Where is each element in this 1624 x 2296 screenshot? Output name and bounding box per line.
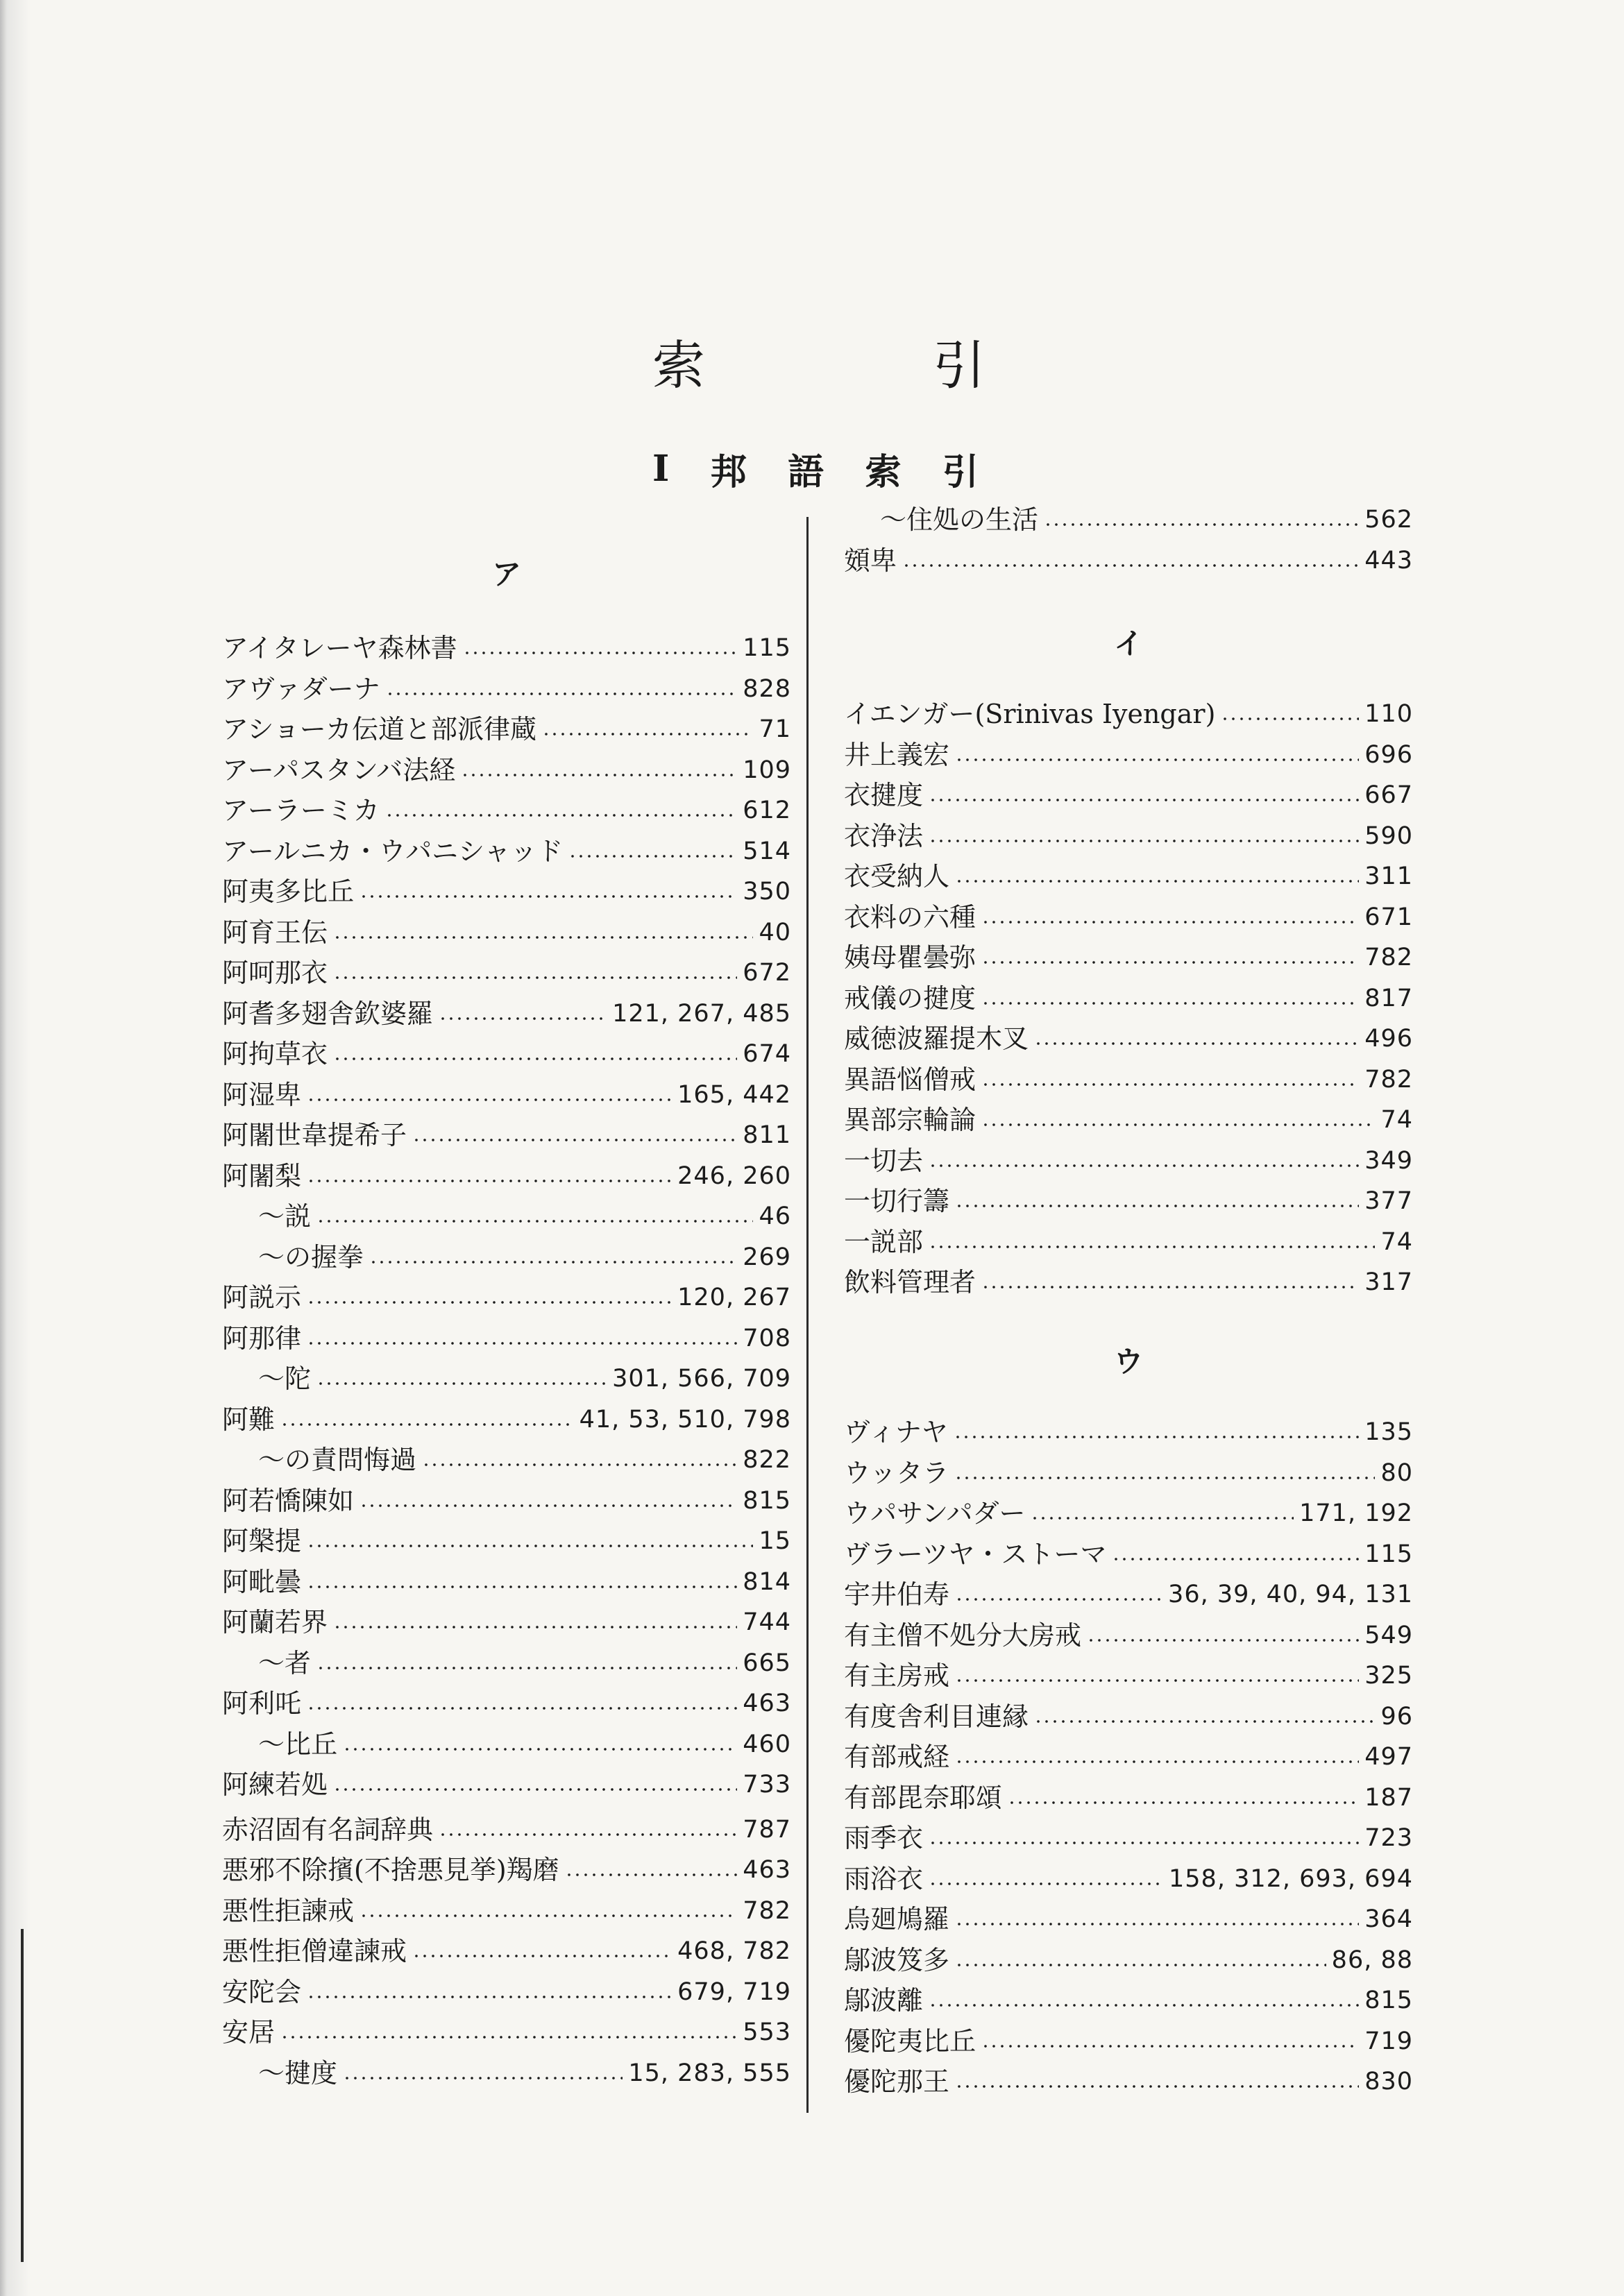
dot-leader	[1031, 1516, 1294, 1520]
index-term: ～住処の生活	[880, 504, 1039, 535]
index-entry	[844, 856, 1413, 896]
page-numbers: 468, 782	[677, 1937, 791, 1965]
dot-leader	[333, 935, 753, 939]
index-term: 頞卑	[844, 545, 897, 576]
page-numbers: 317	[1364, 1268, 1413, 1296]
page-numbers: 301, 566, 709	[612, 1365, 791, 1393]
section-numeral: I	[652, 447, 670, 490]
index-term: 優陀夷比丘	[844, 2025, 976, 2057]
index-term: 威徳波羅提木叉	[844, 1023, 1029, 1054]
binding-mark	[21, 1929, 24, 2262]
page-numbers: 590	[1364, 822, 1413, 850]
page-numbers: 109	[743, 756, 791, 784]
index-entry	[222, 994, 791, 1034]
page-numbers: 349	[1364, 1146, 1413, 1175]
dot-leader	[333, 1625, 737, 1629]
index-term: イエンガー(Srinivas Iyengar)	[844, 699, 1216, 729]
dot-leader	[360, 894, 737, 899]
page-numbers: 443	[1364, 546, 1413, 575]
page-numbers: 165, 442	[677, 1080, 791, 1109]
page-numbers: 460	[743, 1730, 791, 1758]
page-numbers: 463	[743, 1690, 791, 1717]
index-entry	[222, 1196, 791, 1236]
index-term: アイタレーヤ森林書	[222, 633, 457, 663]
page-numbers: 817	[1364, 984, 1413, 1012]
dot-leader	[929, 798, 1359, 802]
index-entry	[844, 1859, 1413, 1899]
index-entry	[844, 735, 1413, 775]
page-numbers: 41, 53, 510, 798	[579, 1405, 791, 1434]
index-term: ヴラーツヤ・ストーマ	[844, 1538, 1107, 1570]
page-numbers: 787	[743, 1815, 791, 1844]
page-numbers: 514	[743, 837, 791, 865]
page-numbers: 782	[743, 1896, 791, 1925]
index-term: 一説部	[844, 1226, 924, 1257]
dot-leader	[280, 2035, 737, 2039]
dot-leader	[307, 1098, 672, 1102]
index-term: 衣浄法	[844, 820, 924, 851]
index-term: アショーカ伝道と部派律蔵	[222, 714, 536, 745]
dot-leader	[1112, 1557, 1359, 1561]
dot-leader	[461, 773, 737, 777]
index-entry	[222, 669, 791, 709]
page-numbers: 782	[1364, 1065, 1413, 1094]
index-term: 阿若憍陳如	[222, 1485, 355, 1516]
page-numbers: 377	[1364, 1187, 1413, 1215]
index-term: ～説	[258, 1201, 312, 1232]
page-numbers: 74	[1380, 1106, 1413, 1134]
index-term: 鄔波笈多	[844, 1944, 950, 1975]
page-binding-edge	[0, 0, 31, 2296]
title-char-1: 索	[652, 334, 705, 396]
dot-leader	[316, 1381, 607, 1386]
index-entry	[222, 871, 791, 912]
dot-leader	[955, 1760, 1359, 1764]
page-numbers: 80	[1380, 1459, 1413, 1487]
index-term: 戒儀の揵度	[844, 983, 976, 1014]
page-numbers: 158, 312, 693, 694	[1169, 1864, 1413, 1893]
dot-leader	[955, 879, 1359, 883]
index-entry	[222, 1115, 791, 1155]
page-numbers: 40	[759, 918, 791, 946]
page-numbers: 115	[743, 634, 791, 662]
index-term: 阿利吒	[222, 1688, 302, 1719]
dot-leader	[333, 1787, 737, 1792]
index-term: ～の握拳	[258, 1241, 364, 1273]
page-numbers: 822	[743, 1446, 791, 1474]
index-term: 阿夷多比丘	[222, 876, 355, 907]
index-term: 井上義宏	[844, 739, 950, 770]
dot-leader	[565, 1873, 738, 1877]
page-numbers: 744	[743, 1608, 791, 1636]
index-term: 有部戒経	[844, 1742, 950, 1772]
section-title-char-1: 邦	[710, 450, 747, 493]
dot-leader	[343, 1747, 737, 1751]
index-entry	[844, 1060, 1413, 1100]
index-entry	[844, 1980, 1413, 2021]
index-entry	[844, 937, 1413, 978]
dot-leader	[981, 920, 1359, 924]
index-entry	[844, 1899, 1413, 1939]
index-entry	[844, 1574, 1413, 1615]
index-term: 阿槃提	[222, 1526, 302, 1556]
dot-leader	[955, 1597, 1162, 1601]
dot-leader	[307, 1341, 737, 1345]
index-term: 悪邪不除擯(不捨悪見挙)羯磨	[222, 1855, 559, 1885]
dot-leader	[1034, 1041, 1359, 1046]
page-numbers: 830	[1364, 2068, 1413, 2095]
page-numbers: 15, 283, 555	[628, 2059, 791, 2087]
page-numbers: 311	[1364, 862, 1413, 890]
section-title-char-4: 引	[942, 450, 979, 493]
dot-leader	[981, 1082, 1359, 1087]
index-term: 阿拘草衣	[222, 1039, 328, 1069]
index-entry	[844, 1615, 1413, 1656]
index-term: 安居	[222, 2017, 276, 2048]
index-entry	[222, 912, 791, 953]
index-entry	[222, 2012, 791, 2052]
page-numbers: 708	[743, 1324, 791, 1352]
index-entry	[844, 1453, 1413, 1493]
index-term: 有部毘奈耶頌	[844, 1782, 1003, 1813]
dot-leader	[542, 732, 753, 736]
page-numbers: 71	[759, 715, 791, 743]
dot-leader	[981, 2044, 1359, 2048]
page-numbers: 723	[1364, 1824, 1413, 1852]
page-numbers: 719	[1364, 2027, 1413, 2055]
page-numbers: 115	[1364, 1540, 1413, 1568]
index-term: 阿闍梨	[222, 1160, 302, 1191]
index-entry	[844, 500, 1413, 540]
dot-leader	[412, 1138, 737, 1142]
index-term: 衣受納人	[844, 861, 950, 892]
page-numbers: 463	[743, 1856, 791, 1884]
index-term: 安陀会	[222, 1976, 302, 2007]
page-numbers: 135	[1364, 1418, 1413, 1446]
index-entry	[844, 1493, 1413, 1533]
index-entry	[222, 1318, 791, 1359]
index-term: 阿蘭若界	[222, 1607, 328, 1638]
index-entry	[222, 1237, 791, 1277]
index-term: 阿毗曇	[222, 1566, 302, 1597]
index-term: 阿練若処	[222, 1769, 328, 1800]
dot-leader	[981, 1001, 1359, 1005]
page-numbers: 496	[1364, 1025, 1413, 1053]
dot-leader	[316, 1219, 753, 1223]
page-numbers: 815	[743, 1486, 791, 1515]
index-entry	[844, 694, 1413, 734]
page-numbers: 246, 260	[677, 1162, 791, 1190]
index-term: 衣揵度	[844, 780, 924, 810]
index-entry	[844, 1100, 1413, 1140]
index-term: 宇井伯寿	[844, 1579, 950, 1610]
dot-leader	[1044, 522, 1359, 527]
index-entry	[844, 1697, 1413, 1737]
dot-leader	[929, 839, 1359, 843]
dot-leader	[568, 854, 737, 858]
dot-leader	[333, 1057, 737, 1061]
page-numbers: 15	[759, 1527, 791, 1555]
index-entry	[222, 1034, 791, 1074]
page-numbers: 350	[743, 878, 791, 905]
index-entry	[222, 1643, 791, 1683]
dot-leader	[307, 1585, 737, 1589]
page-numbers: 46	[759, 1202, 791, 1230]
index-entry	[844, 978, 1413, 1019]
index-term: 一切去	[844, 1145, 924, 1176]
index-term: 異語悩僧戒	[844, 1064, 976, 1095]
index-term: アーラーミカ	[222, 795, 380, 826]
dot-leader	[422, 1463, 737, 1467]
dot-leader	[981, 1285, 1359, 1289]
index-entry	[844, 1737, 1413, 1777]
dot-leader	[955, 1204, 1359, 1208]
index-entry	[844, 1818, 1413, 1858]
dot-leader	[955, 1678, 1359, 1683]
index-entry	[844, 1181, 1413, 1221]
index-entry	[844, 897, 1413, 937]
dot-leader	[1034, 1719, 1375, 1724]
index-term: ～の責問悔過	[258, 1445, 417, 1475]
dot-leader	[369, 1260, 737, 1264]
index-entry	[844, 541, 1413, 581]
dot-leader	[386, 692, 738, 696]
index-term: 阿育王伝	[222, 917, 328, 948]
index-term: アーパスタンバ法経	[222, 754, 456, 785]
index-entry	[222, 790, 791, 831]
page-numbers: 121, 267, 485	[612, 999, 791, 1028]
index-entry	[844, 1778, 1413, 1818]
page-numbers: 828	[743, 674, 791, 703]
index-term: 優陀那王	[844, 2066, 950, 2097]
dot-leader	[280, 1422, 574, 1427]
dot-leader	[954, 1435, 1359, 1439]
dot-leader	[929, 1164, 1359, 1168]
page-numbers: 815	[1364, 1987, 1413, 2014]
dot-leader	[929, 2003, 1359, 2007]
index-entry	[222, 1931, 791, 1971]
section-title	[652, 444, 979, 493]
index-term: 衣料の六種	[844, 901, 976, 933]
index-entry	[222, 1602, 791, 1642]
page-numbers: 665	[743, 1649, 791, 1677]
kana-heading-a: ア	[491, 557, 521, 591]
index-entry	[844, 1656, 1413, 1696]
page-numbers: 696	[1364, 740, 1413, 769]
page-numbers: 120, 267	[677, 1284, 791, 1311]
dot-leader	[902, 563, 1359, 568]
page-numbers: 672	[743, 959, 791, 987]
index-term: ～比丘	[258, 1728, 338, 1760]
index-entry	[844, 1019, 1413, 1059]
index-entry	[844, 2021, 1413, 2061]
index-term: 雨浴衣	[844, 1863, 924, 1894]
index-term: 阿闍世韋提希子	[222, 1120, 407, 1150]
page-numbers: 562	[1364, 506, 1413, 534]
dot-leader	[307, 1179, 672, 1183]
index-term: 鄔波離	[844, 1985, 924, 2016]
index-entry	[222, 1075, 791, 1115]
dot-leader	[439, 1017, 607, 1021]
index-term: 一切行籌	[844, 1186, 950, 1216]
index-entry	[222, 1156, 791, 1196]
index-entry	[844, 1940, 1413, 1980]
page-numbers: 96	[1380, 1702, 1413, 1730]
dot-leader	[307, 1995, 672, 1999]
index-entry	[222, 1972, 791, 2012]
index-term: 悪性拒諫戒	[222, 1895, 355, 1926]
index-entry	[222, 1440, 791, 1480]
page-numbers: 811	[743, 1121, 791, 1149]
dot-leader	[1087, 1638, 1359, 1642]
index-term: アヴァダーナ	[222, 673, 380, 704]
dot-leader	[929, 1245, 1375, 1249]
index-term: ～揵度	[258, 2057, 338, 2089]
dot-leader	[439, 1832, 737, 1837]
page-numbers: 86, 88	[1331, 1946, 1413, 1974]
dot-leader	[307, 1544, 753, 1548]
dot-leader	[385, 813, 737, 817]
dot-leader	[955, 1963, 1326, 1967]
dot-leader	[955, 758, 1359, 762]
index-entry	[222, 1562, 791, 1602]
index-term: 雨季衣	[844, 1823, 924, 1853]
dot-leader	[981, 960, 1359, 964]
index-term: 阿耆多翅舎欽婆羅	[222, 998, 434, 1029]
dot-leader	[1221, 717, 1359, 721]
index-entry	[222, 1481, 791, 1521]
dot-leader	[955, 2084, 1359, 2089]
page-numbers: 549	[1364, 1621, 1413, 1649]
page-title	[652, 326, 986, 396]
index-entry	[222, 628, 791, 668]
page-numbers: 325	[1364, 1662, 1413, 1690]
page-numbers: 671	[1364, 903, 1413, 931]
dot-leader	[955, 1922, 1359, 1926]
index-entry	[222, 1764, 791, 1805]
index-entry	[222, 709, 791, 749]
index-term: ～陀	[258, 1363, 312, 1394]
page-numbers: 674	[743, 1040, 791, 1068]
kana-heading-i: イ	[1113, 627, 1143, 661]
index-term: 赤沼固有名詞辞典	[222, 1814, 434, 1845]
dot-leader	[929, 1882, 1163, 1886]
index-entry	[222, 2053, 791, 2093]
page-numbers: 782	[1364, 944, 1413, 971]
dot-leader	[360, 1504, 737, 1508]
page-numbers: 36, 39, 40, 94, 131	[1168, 1581, 1413, 1608]
index-entry	[222, 1400, 791, 1440]
dot-leader	[1008, 1801, 1359, 1805]
page-numbers: 733	[743, 1771, 791, 1798]
index-entry	[844, 816, 1413, 856]
index-term: 姨母瞿曇弥	[844, 942, 976, 973]
section-title-char-3: 索	[865, 450, 902, 493]
page-numbers: 814	[743, 1567, 791, 1596]
index-entry	[222, 1521, 791, 1561]
index-term: 阿説示	[222, 1282, 302, 1313]
dot-leader	[333, 976, 737, 980]
kana-heading-u: ウ	[1113, 1345, 1143, 1379]
index-term: ウパサンパダー	[844, 1498, 1026, 1529]
index-entry	[222, 1359, 791, 1399]
index-term: ウッタラ	[844, 1457, 949, 1488]
index-term: アールニカ・ウパニシャッド	[222, 835, 564, 867]
index-entry	[844, 1141, 1413, 1181]
index-entry	[222, 1724, 791, 1764]
index-entry	[844, 775, 1413, 815]
index-term: 有度舎利目連縁	[844, 1701, 1029, 1732]
index-term: 阿呵那衣	[222, 958, 328, 988]
index-term: 烏廻鳩羅	[844, 1904, 950, 1934]
page-numbers: 667	[1364, 781, 1413, 809]
page-numbers: 612	[743, 797, 791, 824]
index-term: ヴィナヤ	[844, 1417, 948, 1447]
index-entry	[222, 1850, 791, 1890]
page-numbers: 553	[743, 2018, 791, 2046]
column-divider	[806, 517, 809, 2113]
dot-leader	[360, 1914, 737, 1918]
dot-leader	[929, 1841, 1359, 1845]
page-numbers: 269	[743, 1243, 791, 1271]
dot-leader	[307, 1706, 737, 1710]
index-entry	[222, 953, 791, 993]
index-term: 阿湿卑	[222, 1079, 302, 1110]
index-term: 有主房戒	[844, 1660, 950, 1691]
page-numbers: 364	[1364, 1905, 1413, 1933]
index-entry	[844, 1262, 1413, 1302]
index-term: 阿那律	[222, 1323, 302, 1354]
page-numbers: 110	[1364, 700, 1413, 728]
page-numbers: 187	[1364, 1783, 1413, 1812]
page-numbers: 171, 192	[1299, 1499, 1413, 1527]
dot-leader	[981, 1123, 1375, 1127]
dot-leader	[316, 1666, 737, 1670]
index-entry	[844, 1534, 1413, 1574]
index-term: ～者	[258, 1647, 312, 1678]
index-entry	[844, 1412, 1413, 1452]
index-term: 悪性拒僧違諫戒	[222, 1936, 407, 1966]
section-title-char-2: 語	[788, 450, 824, 493]
dot-leader	[954, 1476, 1375, 1480]
index-entry	[222, 1683, 791, 1724]
index-entry	[222, 831, 791, 871]
index-entry	[222, 750, 791, 790]
page-numbers: 74	[1380, 1227, 1413, 1256]
page-numbers: 497	[1364, 1743, 1413, 1771]
dot-leader	[463, 651, 738, 655]
page-numbers: 679, 719	[677, 1978, 791, 2006]
index-entry	[844, 1222, 1413, 1262]
index-entry	[222, 1891, 791, 1931]
index-entry	[844, 2061, 1413, 2102]
dot-leader	[412, 1954, 672, 1958]
index-term: 有主僧不処分大房戒	[844, 1619, 1082, 1651]
index-term: 飲料管理者	[844, 1267, 976, 1298]
index-term: 異部宗輪論	[844, 1105, 976, 1135]
title-char-2: 引	[933, 334, 986, 396]
dot-leader	[343, 2076, 623, 2080]
dot-leader	[307, 1300, 672, 1304]
index-entry	[222, 1277, 791, 1318]
index-entry	[222, 1810, 791, 1850]
index-term: 阿難	[222, 1404, 276, 1435]
